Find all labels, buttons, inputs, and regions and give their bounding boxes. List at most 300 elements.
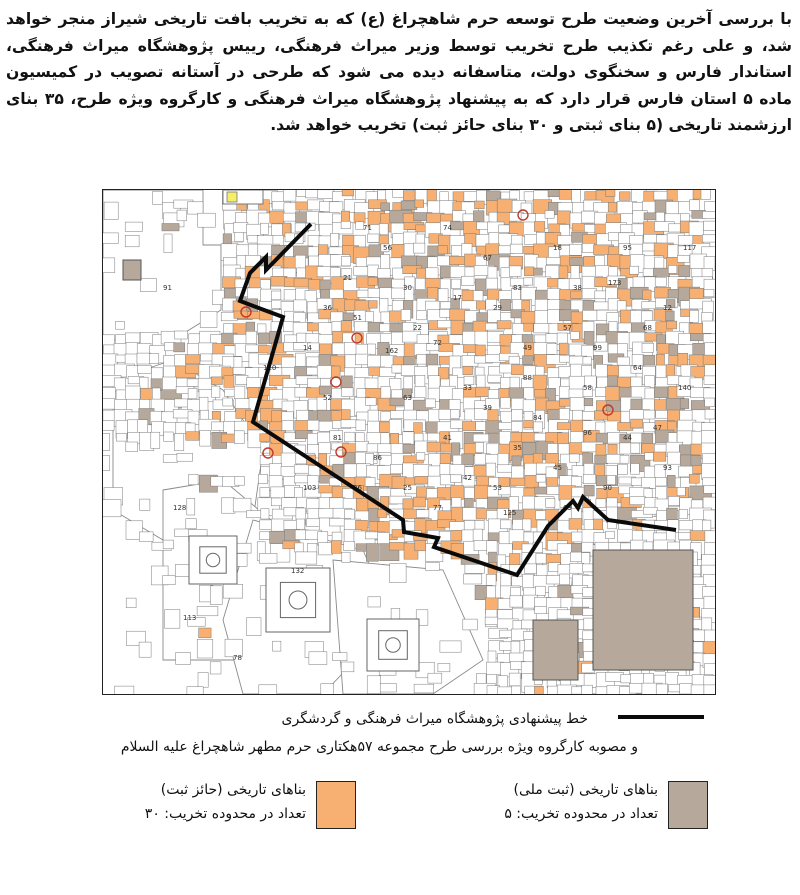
parcel (630, 496, 645, 504)
parcel (331, 541, 341, 554)
parcel (197, 606, 218, 615)
parcel (569, 519, 582, 530)
parcel (366, 398, 377, 406)
parcel (140, 278, 156, 291)
parcel (618, 464, 628, 474)
parcel (138, 365, 152, 373)
parcel-number: 132 (291, 567, 305, 575)
parcel (705, 630, 715, 643)
parcel (463, 619, 478, 630)
parcel (164, 234, 172, 253)
national-heritage-label: بناهای تاریخی (ثبت ملی) (513, 782, 658, 798)
parcel (546, 554, 561, 563)
parcel (428, 673, 442, 683)
article-paragraph: با بررسی آخرین وضعیت طرح توسعه حرم شاهچراغ (ع) که به تخریب بافت تاریخی شیراز منجر خواهد شد، و علی رغم تکذیب طرح تخریب توسط وزیر میراث فرهنگی، رییس پژوهشگاه میراث فرهنگی، استاندار فارس و سخنگوی دولت، متاسفانه دیده می شود که طرحی در آستانه تصویب در کمیسیون ماده ۵ استان فارس قرار دارد که به پیشنهاد پژوهشگاه میراث فرهنگی و کارگروه ویژه طرح، ۳۵ بنای ارزشمند تاریخی (۵ بنای ثبتی و ۳۰ بنای حائز ثبت) تخریب خواهد شد. (6, 10, 793, 134)
parcel (569, 454, 579, 462)
parcel (464, 192, 478, 202)
parcel (499, 422, 513, 429)
parcel (354, 213, 365, 223)
national-heritage-legend (430, 778, 658, 826)
parcel (570, 397, 584, 410)
parcel (487, 586, 496, 599)
parcel (378, 533, 390, 544)
parcel (296, 519, 305, 530)
parcel (509, 356, 520, 364)
parcel (667, 508, 678, 519)
parcel (345, 432, 355, 442)
parcel (438, 289, 448, 302)
parcel (140, 499, 150, 510)
parcel (330, 233, 338, 246)
parcel (260, 223, 268, 234)
parcel (656, 477, 667, 486)
parcel-number: 68 (643, 324, 652, 332)
parcel (186, 519, 197, 529)
parcel (534, 222, 544, 232)
parcel (104, 202, 118, 219)
parcel-number: 173 (608, 279, 622, 287)
parcel (689, 474, 699, 483)
parcel-number: 58 (583, 384, 592, 392)
parcel (200, 430, 211, 446)
parcel (258, 474, 267, 483)
parcel (390, 464, 402, 474)
parcel-number: 36 (323, 304, 332, 312)
parcel (103, 258, 115, 273)
parcel (342, 388, 353, 397)
parcel (185, 355, 200, 364)
parcel (617, 357, 629, 365)
parcel (198, 673, 208, 688)
parcel-number: 117 (683, 244, 697, 252)
parcel (401, 310, 411, 321)
parcel (270, 211, 284, 223)
parcel (103, 456, 110, 471)
parcel (631, 377, 642, 387)
parcel (702, 235, 715, 242)
parcel (643, 290, 652, 300)
parcel (197, 639, 213, 658)
parcel (631, 443, 640, 453)
parcel (679, 510, 688, 519)
parcel (572, 476, 582, 486)
parcel-number: 30 (403, 284, 412, 292)
parcel (691, 685, 704, 694)
parcel (354, 267, 369, 276)
parcel (557, 423, 571, 430)
parcel (341, 221, 350, 228)
parcel-number: 78 (233, 654, 242, 662)
parcel (165, 610, 180, 629)
parcel (500, 398, 510, 409)
parcel-number: 25 (403, 484, 412, 492)
parcel (704, 376, 715, 385)
parcel (425, 399, 435, 408)
parcel (486, 574, 496, 585)
parcel (380, 298, 388, 312)
parcel (125, 235, 139, 247)
parcel (512, 410, 523, 421)
parcel (524, 420, 533, 427)
parcel (667, 321, 677, 329)
parcel (342, 190, 354, 196)
parcel-number: 93 (663, 464, 672, 472)
parcel (236, 554, 247, 567)
parcel (620, 455, 629, 463)
parcel (704, 221, 716, 231)
parcel-number: 57 (563, 324, 572, 332)
mosque-courtyard (189, 536, 237, 584)
parcel-number: 17 (453, 294, 462, 302)
parcel (201, 354, 213, 361)
eligible-heritage-count: تعداد در محدوده تخریب: ۳۰ (144, 806, 306, 822)
parcel (463, 366, 473, 375)
parcel (308, 280, 320, 290)
parcel (464, 574, 482, 584)
shrine-courtyard (266, 568, 330, 632)
parcel (188, 202, 204, 214)
parcel (163, 540, 173, 549)
parcel-number: 33 (463, 384, 472, 392)
parcel (114, 378, 125, 392)
parcel (368, 234, 381, 243)
national-heritage-swatch (668, 781, 708, 829)
parcel (535, 487, 547, 494)
parcel (557, 333, 568, 344)
parcel-number: 140 (678, 384, 692, 392)
parcel-number: 86 (373, 454, 382, 462)
parcel (260, 488, 269, 498)
parcel (584, 485, 594, 496)
parcel (654, 387, 668, 398)
parcel (497, 321, 511, 329)
parcel-number: 69 (563, 504, 572, 512)
parcel (606, 190, 616, 196)
parcel (704, 685, 715, 694)
parcel (475, 520, 484, 529)
parcel (451, 279, 461, 288)
parcel (546, 498, 555, 507)
parcel (582, 288, 596, 298)
parcel (545, 211, 554, 219)
parcel-number: 38 (573, 284, 582, 292)
parcel (162, 224, 179, 231)
parcel (488, 390, 500, 399)
parcel (691, 269, 702, 278)
parcel-number: 110 (263, 364, 277, 372)
parcel (319, 443, 331, 454)
parcel (594, 302, 609, 310)
parcel (679, 266, 690, 277)
parcel (570, 332, 579, 340)
parcel (403, 191, 415, 201)
parcel (103, 399, 115, 409)
parcel (656, 684, 668, 694)
parcel-number: 47 (653, 424, 662, 432)
parcel (368, 344, 376, 355)
parcel (512, 456, 521, 465)
eligible-heritage-legend (92, 778, 306, 826)
parcel (188, 388, 197, 398)
parcel-number: 44 (623, 434, 632, 442)
parcel (309, 652, 327, 665)
parcel (595, 455, 608, 464)
parcel (451, 320, 464, 334)
parcel-number: 53 (493, 484, 502, 492)
parcel (344, 541, 355, 550)
parcel-number: 63 (403, 394, 412, 402)
parcel (210, 586, 222, 605)
parcel-number: 72 (433, 339, 442, 347)
parcel (259, 553, 277, 563)
parcel-number: 67 (483, 254, 492, 262)
parcel (583, 564, 594, 572)
parcel (212, 386, 220, 397)
parcel (560, 574, 570, 585)
parcel (497, 465, 512, 472)
parcel (489, 433, 501, 442)
parcel (666, 365, 675, 377)
parcel (356, 441, 369, 451)
parcel (608, 376, 618, 386)
parcel (473, 321, 487, 332)
parcel (333, 653, 347, 661)
parcel (417, 310, 427, 319)
parcel (693, 630, 706, 641)
parcel (509, 673, 520, 686)
parcel (237, 543, 251, 553)
parcel (115, 686, 134, 694)
parcel (582, 243, 594, 252)
parcel (163, 455, 177, 463)
parcel-number: 51 (353, 314, 362, 322)
parcel (295, 543, 304, 552)
parcel (367, 676, 381, 694)
parcel (236, 375, 249, 384)
parcel (200, 312, 217, 328)
parcel (677, 487, 685, 495)
parcel (260, 434, 270, 442)
parcel (570, 432, 583, 443)
parcel (619, 192, 630, 201)
parcel-number: 128 (173, 504, 187, 512)
parcel (211, 377, 222, 385)
parcel (524, 323, 534, 331)
parcel (381, 203, 390, 211)
parcel (369, 301, 378, 309)
parcel (559, 266, 568, 279)
parcel (103, 421, 114, 431)
parcel (451, 475, 462, 483)
parcel (413, 497, 425, 507)
parcel-map (103, 190, 715, 694)
parcel (680, 540, 692, 550)
parcel (177, 210, 186, 221)
parcel-number: 77 (433, 504, 442, 512)
parcel (283, 190, 296, 201)
national-heritage-count: تعداد در محدوده تخریب: ۵ (504, 806, 658, 822)
parcel-number: 22 (413, 324, 422, 332)
parcel (297, 268, 306, 278)
parcel (571, 266, 579, 280)
parcel (584, 398, 593, 406)
parcel (642, 343, 653, 352)
parcel (570, 244, 582, 255)
parcel (536, 475, 546, 483)
parcel (653, 268, 669, 276)
parcel (704, 289, 714, 297)
parcel (116, 321, 125, 329)
parcel (139, 642, 151, 657)
parcel (126, 442, 138, 452)
eligible-heritage-label: بناهای تاریخی (حائز ثبت) (160, 782, 306, 798)
parcel (187, 687, 203, 694)
parcel (414, 684, 434, 693)
parcel (234, 386, 245, 399)
parcel (416, 453, 425, 461)
parcel (485, 617, 498, 625)
parcel (668, 265, 677, 273)
parcel (512, 686, 521, 694)
parcel (139, 532, 153, 541)
parcel (536, 586, 546, 595)
parcel-number: 96 (583, 429, 592, 437)
parcel (643, 507, 657, 514)
parcel-number: 64 (633, 364, 642, 372)
parcel (570, 563, 584, 573)
parcel (450, 409, 459, 418)
parcel (690, 200, 700, 211)
parcel (284, 278, 295, 287)
parcel-number: 71 (363, 224, 372, 232)
parcel (401, 201, 417, 210)
parcel (511, 587, 521, 596)
parcel-number: 113 (183, 614, 197, 622)
parcel (537, 565, 548, 577)
parcel (668, 496, 679, 505)
parcel (498, 453, 509, 466)
parcel-number: 103 (303, 484, 317, 492)
parcel (678, 353, 688, 366)
parcel-number: 41 (443, 434, 452, 442)
parcel (500, 299, 511, 310)
parcel (705, 531, 715, 543)
parcel (691, 500, 703, 509)
parcel (645, 376, 655, 388)
parcel-number: 95 (623, 244, 632, 252)
parcel (690, 288, 704, 299)
parcel (702, 464, 715, 480)
parcel-number: 42 (463, 474, 472, 482)
parcel-number: 18 (553, 244, 562, 252)
parcel (125, 222, 142, 231)
parcel (103, 433, 110, 450)
parcel (164, 432, 174, 441)
parcel (149, 354, 158, 364)
parcel (440, 641, 461, 652)
parcel (356, 420, 366, 431)
parcel (321, 684, 334, 694)
parcel (224, 376, 234, 388)
parcel (522, 519, 531, 531)
parcel (282, 421, 293, 431)
parcel (153, 191, 163, 204)
parcel (415, 200, 424, 208)
parcel (476, 387, 490, 397)
eligible-heritage-swatch (316, 781, 356, 829)
parcel (187, 498, 195, 515)
parcel (476, 301, 485, 309)
parcel (617, 301, 626, 311)
parcel (365, 477, 375, 486)
parcel-number: 52 (323, 394, 332, 402)
parcel (342, 552, 350, 562)
parcel (643, 355, 655, 365)
parcel-number: 91 (163, 284, 172, 292)
parcel (174, 343, 185, 352)
parcel-number: 162 (385, 347, 399, 355)
parcel (608, 202, 617, 212)
parcel (103, 500, 121, 517)
parcel (631, 464, 640, 475)
parcel-number: 88 (523, 374, 532, 382)
parcel (175, 565, 190, 577)
parcel-number: 29 (493, 304, 502, 312)
parcel (704, 676, 715, 686)
parcel (583, 310, 599, 320)
parcel (558, 585, 573, 599)
boundary-legend (100, 705, 700, 761)
parcel (677, 255, 689, 262)
parcel (137, 353, 151, 364)
parcel (510, 596, 523, 607)
parcel (641, 478, 657, 489)
parcel (234, 223, 248, 233)
parcel (391, 608, 400, 619)
parcel (509, 266, 521, 276)
boundary-legend-label-2: و مصوبه کارگروه ویژه بررسی طرح مجموعه ۵۷هکتاری حرم مطهر شاهچراغ علیه السلام (120, 739, 638, 755)
parcel (462, 454, 474, 465)
parcel (631, 478, 643, 486)
parcel (534, 268, 543, 275)
parcel (368, 265, 379, 276)
parcel-number: 35 (513, 444, 522, 452)
parcel (666, 311, 675, 321)
parcel (175, 331, 188, 339)
parcel (705, 409, 715, 419)
parcel (438, 246, 447, 254)
parcel (186, 432, 199, 441)
parcel (296, 353, 306, 366)
parcel (583, 474, 596, 483)
parcel-number: 83 (513, 284, 522, 292)
parcel (235, 477, 245, 486)
parcel-number: 21 (343, 274, 352, 282)
parcel (524, 267, 534, 276)
parcel-number: 81 (333, 434, 342, 442)
parcel (704, 485, 715, 493)
parcel (368, 597, 381, 607)
parcel (461, 276, 474, 285)
parcel (705, 398, 715, 407)
parcel (319, 543, 333, 555)
parcel (271, 291, 281, 300)
parcel (177, 453, 193, 461)
parcel (534, 686, 543, 694)
boundary-legend-label-1: خط پیشنهادی پژوهشگاه میراث فرهنگی و گردشگری (281, 711, 588, 727)
parcel (151, 432, 160, 448)
parcel (223, 584, 243, 598)
